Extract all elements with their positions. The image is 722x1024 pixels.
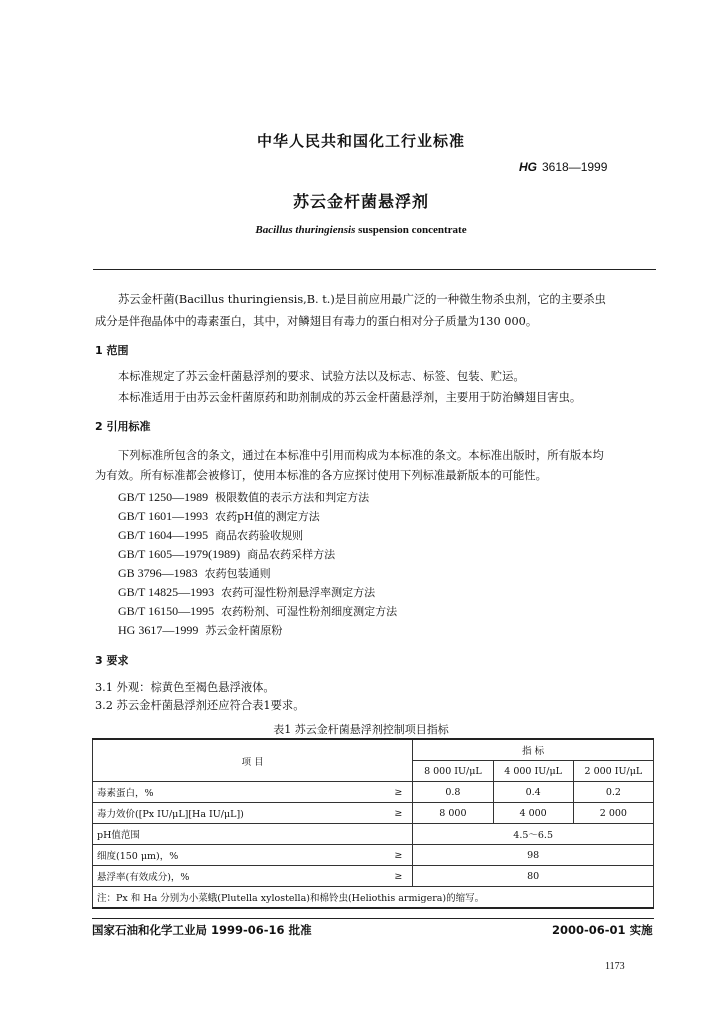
clause-3-1: 3.1 外观：棕黄色至褐色悬浮液体。	[95, 681, 275, 694]
reference-title: 极限数值的表示方法和判定方法	[215, 491, 370, 504]
grade-header: 2 000 IU/μL	[573, 761, 653, 782]
document-title-en	[0, 224, 722, 236]
row-label: pH值范围	[93, 824, 385, 845]
table-row	[93, 824, 654, 845]
reference-code: GB 3796—1983	[118, 566, 198, 580]
reference-code: GB/T 1601—1993	[118, 509, 209, 523]
reference-title: 苏云金杆菌原粉	[205, 624, 283, 637]
table-row	[93, 803, 654, 824]
spec-table	[92, 738, 654, 909]
row-value: 4 000	[493, 803, 573, 824]
reference-code: GB/T 1250—1989	[118, 490, 209, 504]
implementation-date: 2000-06-01 实施	[552, 923, 653, 937]
reference-code: GB/T 1605—1979(1989)	[118, 547, 241, 561]
section-1-title: 1 范围	[95, 344, 129, 357]
footer-divider	[92, 918, 654, 919]
table-header-row	[93, 739, 654, 761]
row-label: 悬浮率(有效成分)，%	[93, 866, 385, 887]
row-label: 毒力效价([Px IU/μL][Ha IU/μL])	[93, 803, 385, 824]
section-1-para-1: 本标准规定了苏云金杆菌悬浮剂的要求、试验方法以及标志、标签、包装、贮运。	[118, 370, 525, 383]
document-title-zh: 苏云金杆菌悬浮剂	[292, 192, 429, 211]
row-value: 0.4	[493, 782, 573, 803]
reference-item	[118, 565, 271, 581]
row-label: 毒素蛋白，%	[93, 782, 385, 803]
reference-item	[118, 508, 320, 524]
reference-title: 商品农药采样方法	[247, 548, 336, 561]
table-caption: 表1 苏云金杆菌悬浮剂控制项目指标	[273, 723, 449, 736]
reference-code: GB/T 1604—1995	[118, 528, 209, 542]
row-operator: ≥	[384, 803, 413, 824]
row-value: 0.2	[573, 782, 653, 803]
row-operator: ≥	[384, 782, 413, 803]
item-header: 项 目	[93, 739, 413, 782]
intro-line-2: 成分是伴孢晶体中的毒素蛋白，其中，对鳞翅目有毒力的蛋白相对分子质量为130 000。	[95, 315, 538, 328]
section-3-title: 3 要求	[95, 654, 129, 667]
row-value: 8 000	[413, 803, 493, 824]
row-operator: ≥	[384, 845, 413, 866]
section-2-para-2: 为有效。所有标准都会被修订，使用本标准的各方应探讨使用下列标准最新版本的可能性。	[95, 469, 547, 482]
page-number: 1173	[605, 961, 625, 972]
reference-code: HG 3617—1999	[118, 623, 199, 637]
row-value: 2 000	[573, 803, 653, 824]
reference-title: 农药粉剂、可湿性粉剂细度测定方法	[221, 605, 398, 618]
table-row	[93, 782, 654, 803]
table-row	[93, 845, 654, 866]
reference-title: 农药可湿性粉剂悬浮率测定方法	[221, 586, 376, 599]
section-2-title: 2 引用标准	[95, 420, 151, 433]
row-operator: ≥	[384, 866, 413, 887]
code-prefix: HG	[519, 160, 537, 174]
row-value-merged: 4.5～6.5	[413, 824, 654, 845]
reference-code: GB/T 16150—1995	[118, 604, 215, 618]
row-value: 0.8	[413, 782, 493, 803]
reference-title: 农药pH值的测定方法	[215, 510, 320, 523]
reference-item	[118, 527, 303, 543]
grade-header: 4 000 IU/μL	[493, 761, 573, 782]
row-value-merged: 98	[413, 845, 654, 866]
section-1-para-2: 本标准适用于由苏云金杆菌原药和助剂制成的苏云金杆菌悬浮剂，主要用于防治鳞翅目害虫。	[118, 391, 582, 404]
approval-line: 国家石油和化学工业局 1999-06-16 批准	[92, 923, 312, 937]
clause-3-2: 3.2 苏云金杆菌悬浮剂还应符合表1要求。	[95, 699, 305, 712]
grade-header: 8 000 IU/μL	[413, 761, 493, 782]
intro-line-1: 苏云金杆菌(Bacillus thuringiensis,B. t.)是目前应用最广泛的一种微生物杀虫剂，它的主要杀虫	[118, 293, 606, 306]
reference-title: 商品农药验收规则	[215, 529, 304, 542]
table-note-row	[93, 887, 654, 909]
table-note: 注：Px 和 Ha 分别为小菜蛾(Plutella xylostella)和棉铃虫(Heliothis armigera)的缩写。	[93, 887, 654, 909]
row-label: 细度(150 μm)，%	[93, 845, 385, 866]
section-2-para-1: 下列标准所包含的条文，通过在本标准中引用而构成为本标准的条文。本标准出版时，所有版本均	[118, 449, 604, 462]
title-en-rest: suspension concentrate	[358, 224, 467, 236]
standard-category-header: 中华人民共和国化工行业标准	[256, 132, 465, 150]
reference-item	[118, 603, 397, 619]
code-number: 3618—1999	[542, 160, 608, 174]
standard-code	[519, 160, 607, 174]
title-en-latin: Bacillus thuringiensis	[255, 224, 356, 236]
reference-item	[118, 489, 369, 505]
reference-item	[118, 622, 282, 638]
row-value-merged: 80	[413, 866, 654, 887]
index-header: 指 标	[413, 739, 654, 761]
reference-item	[118, 584, 375, 600]
reference-item	[118, 546, 335, 562]
title-divider	[93, 269, 656, 270]
row-operator	[384, 824, 413, 845]
reference-code: GB/T 14825—1993	[118, 585, 215, 599]
table-row	[93, 866, 654, 887]
reference-title: 农药包装通则	[204, 567, 271, 580]
